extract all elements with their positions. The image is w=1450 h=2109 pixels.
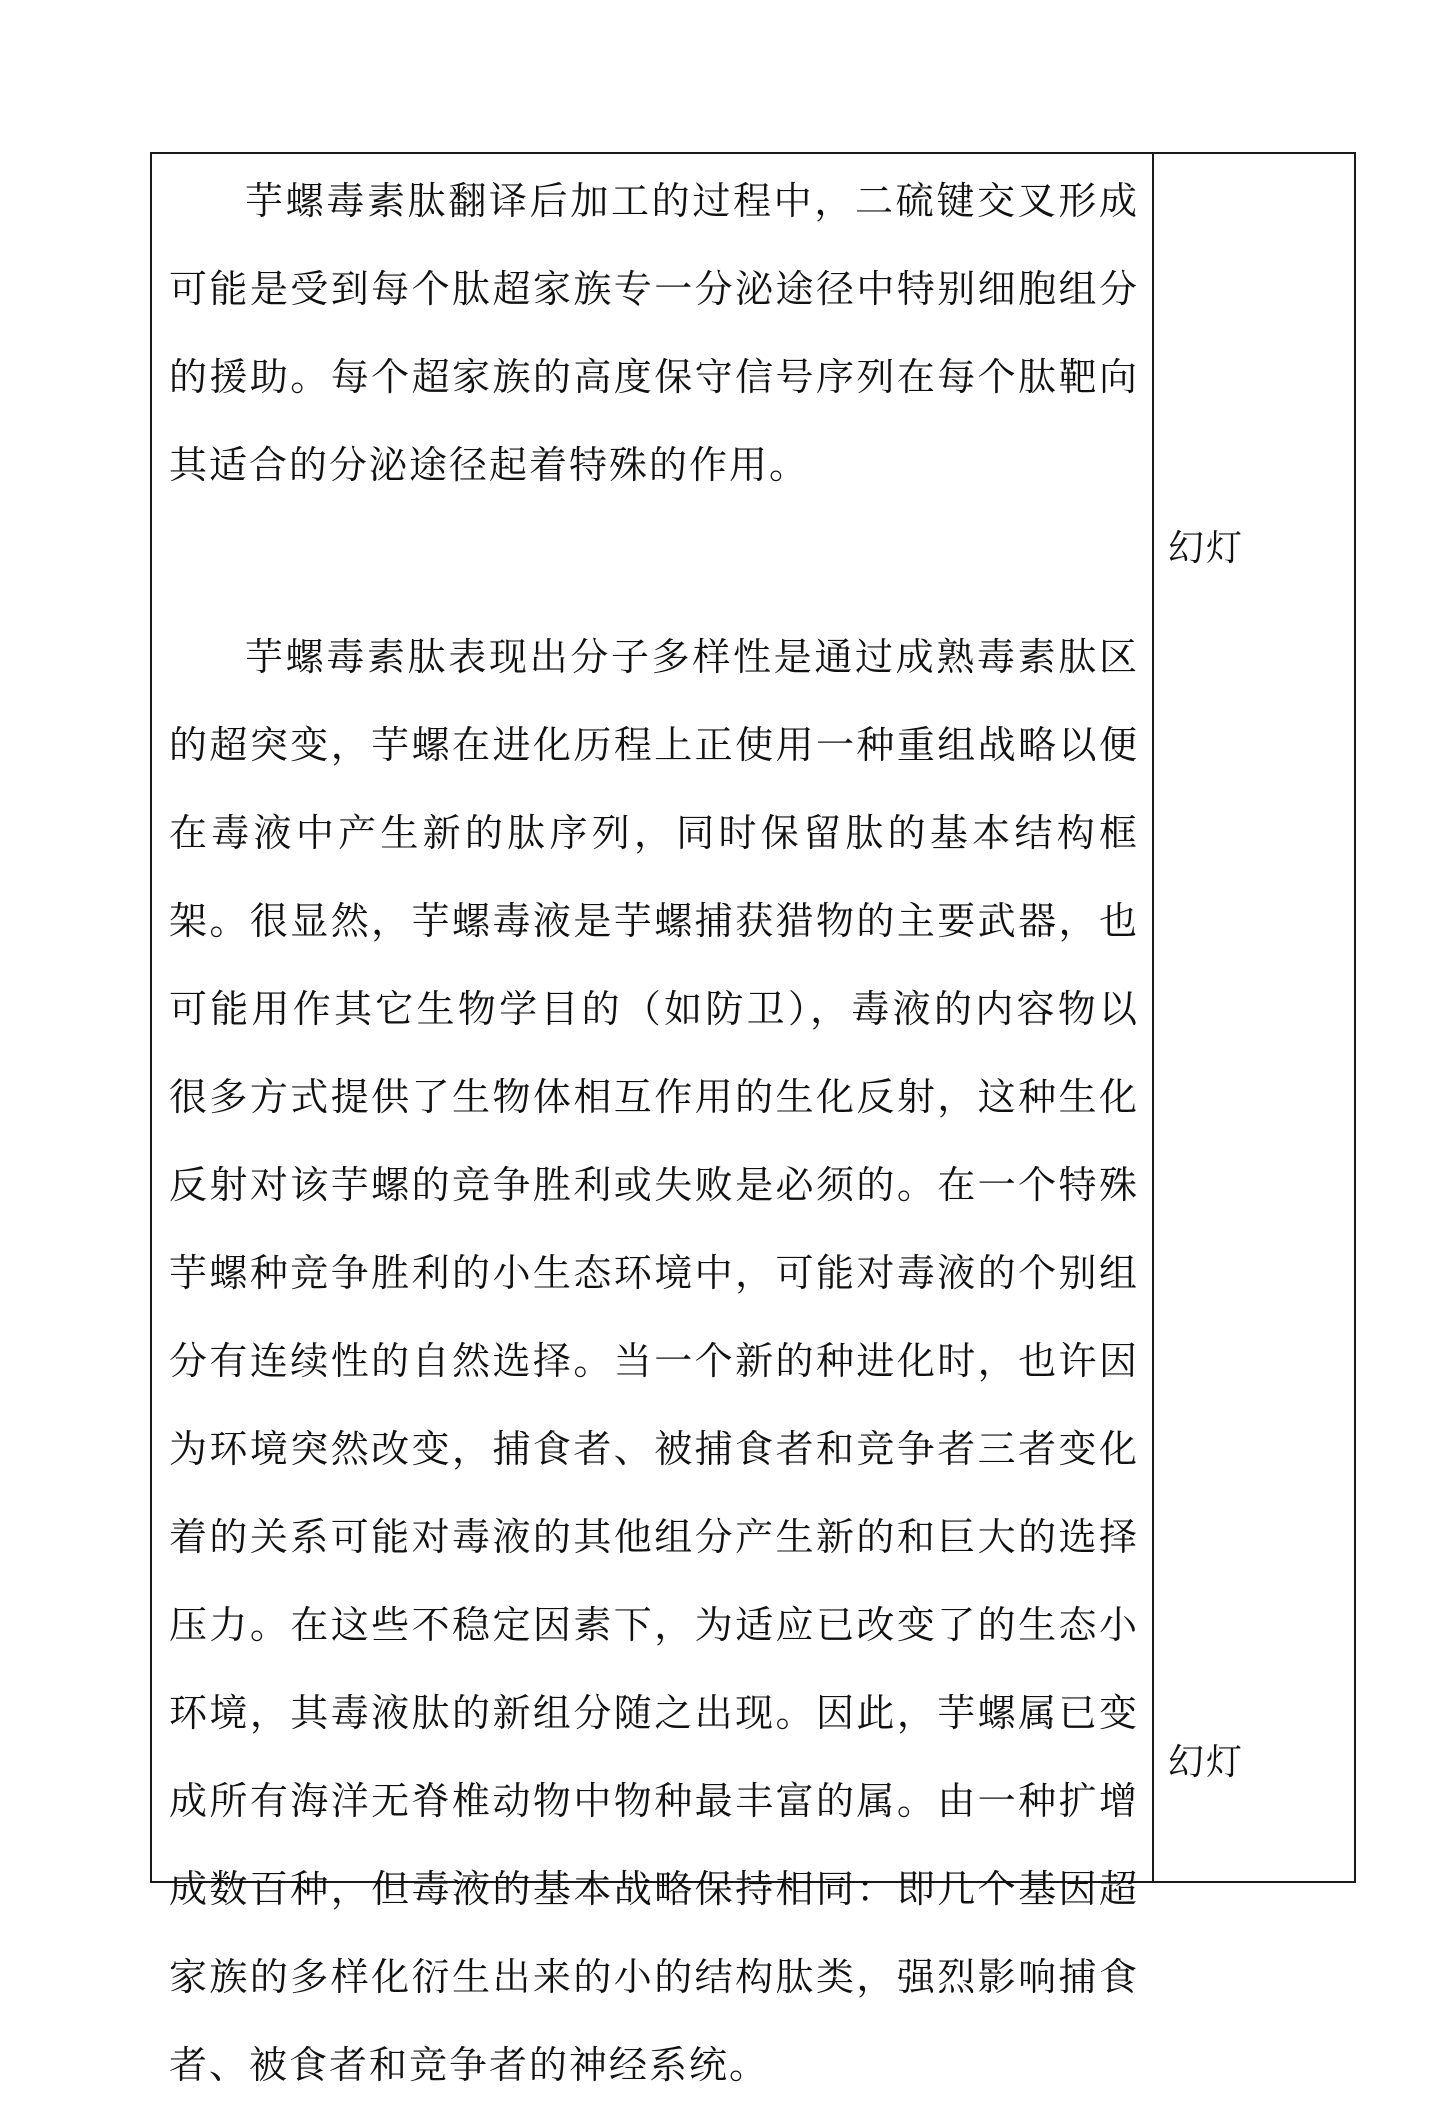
side-note-slide-1: 幻灯 xyxy=(1168,528,1245,569)
lesson-table xyxy=(150,152,1356,2087)
paragraph-1: 芋螺毒素肽翻译后加工的过程中，二硫键交叉形成可能是受到每个肽超家族专一分泌途径中特别细胞组分的援助。每个超家族的高度保守信号序列在每个肽靶向其适合的分泌途径起着特殊的作用。 xyxy=(169,179,1139,487)
side-note-slide-2: 幻灯 xyxy=(1168,1742,1245,1783)
notes-column xyxy=(1154,154,1354,1881)
content-column xyxy=(152,154,1154,2087)
paragraph-2: 芋螺毒素肽表现出分子多样性是通过成熟毒素肽区的超突变，芋螺在进化历程上正使用一种重组战略以便在毒液中产生新的肽序列，同时保留肽的基本结构框架。很显然，芋螺毒液是芋螺捕获猎物的主要武器，也可能用作其它生物学目的（如防卫），毒液的内容物以很多方式提供了生物体相互作用的生化反射，这种生化反射对该芋螺的竞争胜利或失败是必须的。在一个特殊芋螺种竞争胜利的小生态环境中，可能对毒液的个别组分有连续性的自然选择。当一个新的种进化时，也许因为环境突然改变，捕食者、被捕食者和竞争者三者变化着的关系可能对毒液的其他组分产生新的和巨大的选择压力。在这些不稳定因素下，为适应已改变了的生态小环境，其毒液肽的新组分随之出现。因此，芋螺属已变成所有海洋无脊椎动物中物种最丰富的属。由一种扩增成数百种，但毒液的基本战略保持相同：即几个基因超家族的多样化衍生出来的小的结构肽类，强烈影响捕食者、被食者和竞争者的神经系统。 xyxy=(169,635,1139,2087)
